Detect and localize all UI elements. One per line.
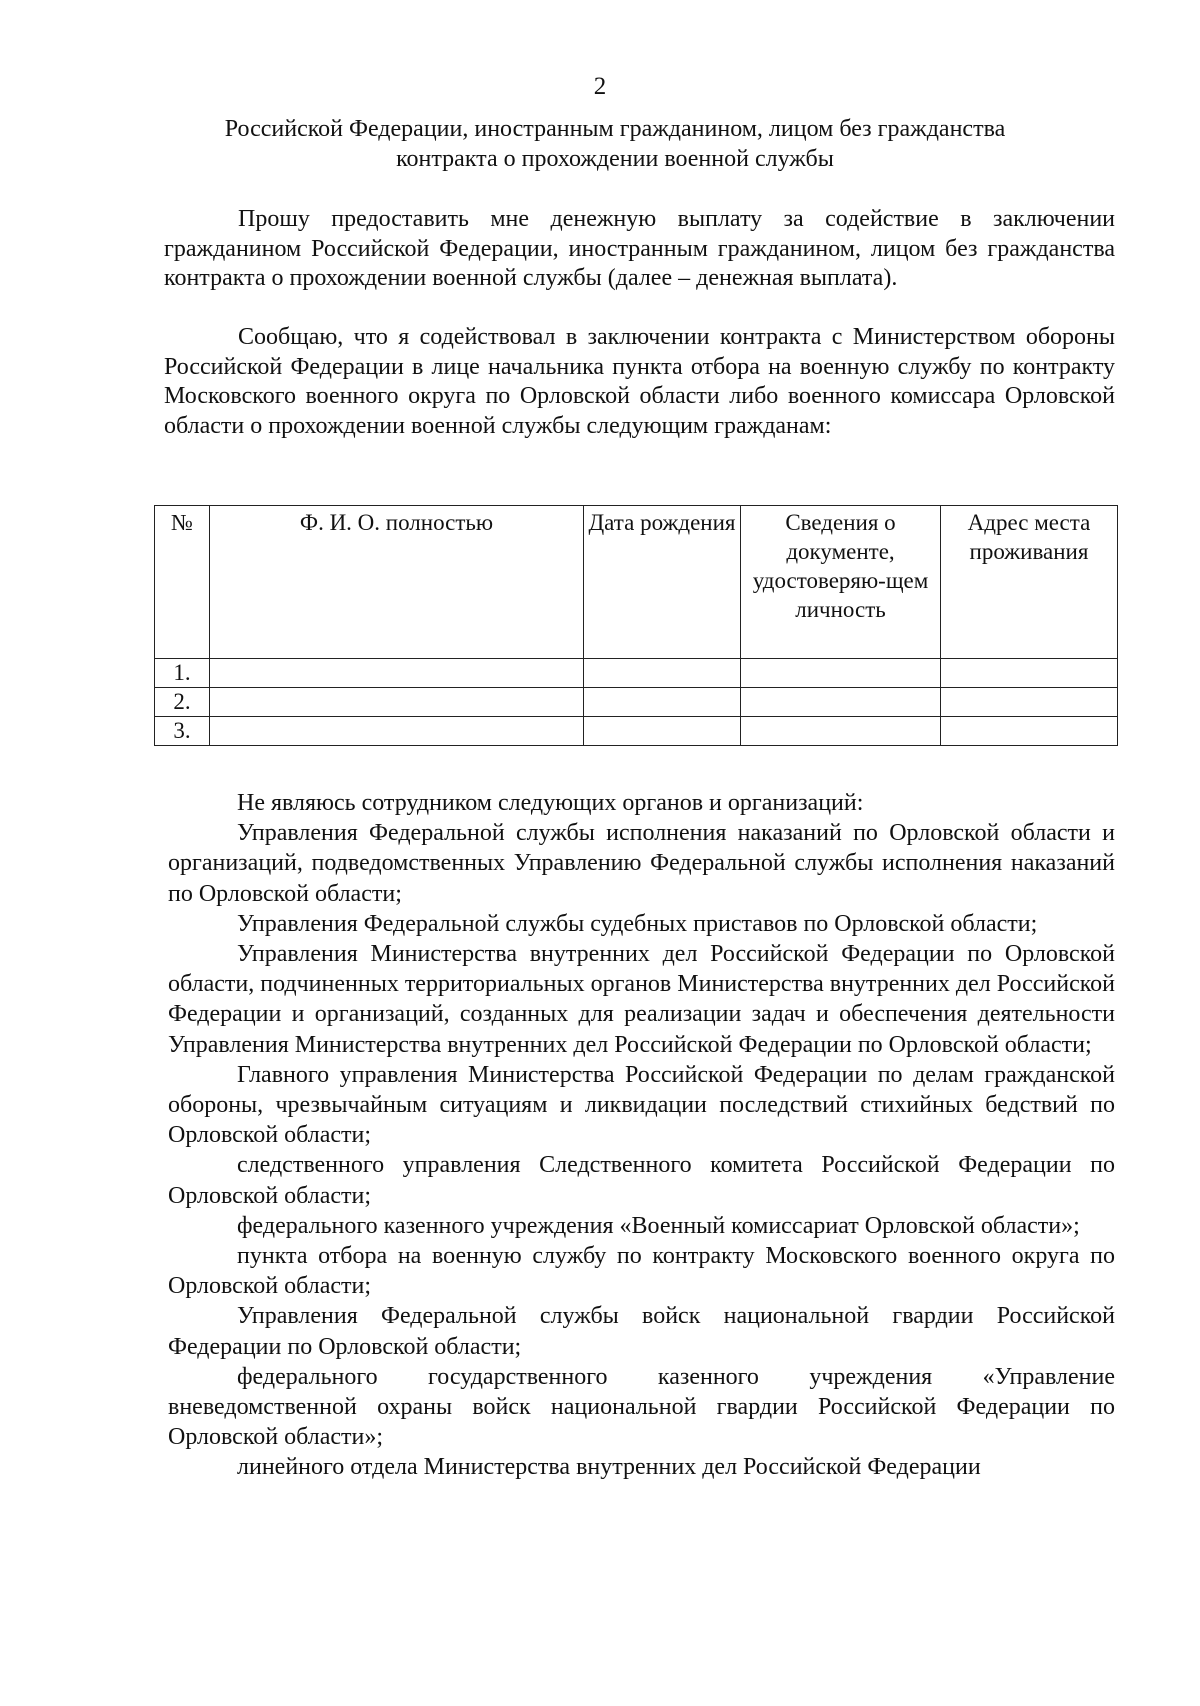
list-item: федерального казенного учреждения «Военный комиссариат Орловской области»; <box>237 1212 1080 1239</box>
column-header-birth-date: Дата рождения <box>584 506 741 659</box>
table-row <box>155 688 1118 717</box>
cell-full-name[interactable] <box>210 688 584 717</box>
report-paragraph: Сообщаю, что я содействовал в заключении контракта с Министерством обороны Российской Федерации в лице начальника пункта отбора на военную службу по контракту Московского военного округа по Орловской области либо военного комиссара Орловской области о прохождении военной службы следующим гражданам: <box>164 324 1115 439</box>
cell-birth-date[interactable] <box>584 659 741 688</box>
row-number: 1. <box>155 659 210 688</box>
request-paragraph: Прошу предоставить мне денежную выплату за содействие в заключении гражданином Российской Федерации, иностранным гражданином, лицом без гражданства контракта о прохождении военной службы (далее – денежная выплата). <box>164 206 1115 292</box>
cell-full-name[interactable] <box>210 717 584 746</box>
organizations-intro: Не являюсь сотрудником следующих органов и организаций: <box>237 790 864 816</box>
column-header-full-name: Ф. И. О. полностью <box>210 506 584 659</box>
list-item: Главного управления Министерства Российской Федерации по делам гражданской обороны, чрезвычайным ситуациям и ликвидации последствий стихийных бедствий по Орловской области; <box>168 1061 1115 1149</box>
list-item: следственного управления Следственного комитета Российской Федерации по Орловской области; <box>168 1152 1115 1209</box>
list-item: Управления Федеральной службы судебных приставов по Орловской области; <box>237 910 1038 937</box>
list-item: Управления Федеральной службы исполнения наказаний по Орловской области и организаций, подведомственных Управлению Федеральной службы исполнения наказаний по Орловской области; <box>168 820 1115 907</box>
cell-birth-date[interactable] <box>584 688 741 717</box>
cell-id-document[interactable] <box>741 659 941 688</box>
list-item: федерального государственного казенного учреждения «Управление вневедомственной охраны войск национальной гвардии Российской Федерации по Орловской области»; <box>168 1363 1115 1451</box>
header-continuation <box>130 114 1100 174</box>
header-line-2: контракта о прохождении военной службы <box>396 146 834 172</box>
table-header-row <box>155 506 1118 659</box>
row-number: 3. <box>155 717 210 746</box>
citizens-table <box>154 505 1118 746</box>
column-header-number: № <box>155 506 210 659</box>
column-header-address: Адрес места проживания <box>941 506 1118 659</box>
header-line-1: Российской Федерации, иностранным гражданином, лицом без гражданства <box>224 116 1006 142</box>
cell-address[interactable] <box>941 717 1118 746</box>
list-item: Управления Федеральной службы войск национальной гвардии Российской Федерации по Орловской области; <box>168 1303 1115 1360</box>
cell-address[interactable] <box>941 659 1118 688</box>
row-number: 2. <box>155 688 210 717</box>
organizations-list <box>168 788 1115 1483</box>
page-number: 2 <box>593 73 607 100</box>
list-item: линейного отдела Министерства внутренних дел Российской Федерации <box>237 1454 981 1481</box>
table-row <box>155 717 1118 746</box>
list-item: Управления Министерства внутренних дел Российской Федерации по Орловской области, подчиненных территориальных органов Министерства внутренних дел Российской Федерации и организаций, созданных для реализации задач и обеспечения деятельности Управления Министерства внутренних дел Российской Федерации по Орловской области; <box>168 941 1115 1058</box>
cell-birth-date[interactable] <box>584 717 741 746</box>
list-item: пункта отбора на военную службу по контракту Московского военного округа по Орловской области; <box>168 1243 1115 1300</box>
cell-full-name[interactable] <box>210 659 584 688</box>
table-row <box>155 659 1118 688</box>
column-header-id-document: Сведения о документе, удостоверяю-щем личность <box>741 506 941 659</box>
cell-id-document[interactable] <box>741 688 941 717</box>
cell-id-document[interactable] <box>741 717 941 746</box>
cell-address[interactable] <box>941 688 1118 717</box>
